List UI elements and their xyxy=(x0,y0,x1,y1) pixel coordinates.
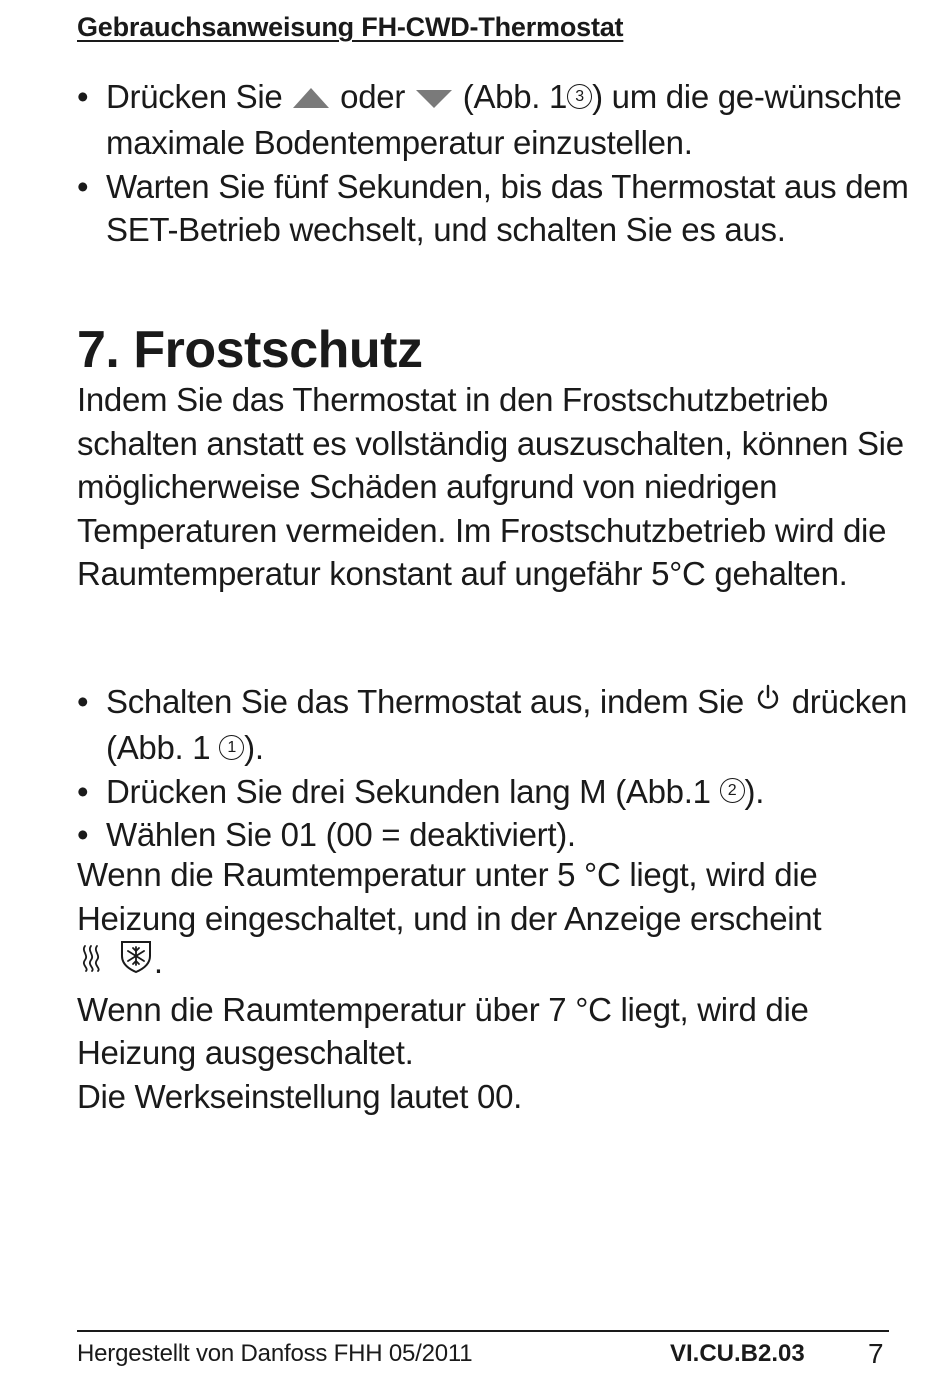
bullet-marker: • xyxy=(77,683,89,720)
bullet-marker: • xyxy=(77,78,89,115)
page-header-title: Gebrauchsanweisung FH-CWD-Thermostat xyxy=(77,12,624,42)
list-item-text: drücken (Abb. 1 xyxy=(106,683,908,767)
list-item-text: Drücken Sie xyxy=(106,78,292,115)
list-item xyxy=(77,75,917,165)
section-outro xyxy=(77,853,917,1118)
list-item-text: ). xyxy=(744,772,765,810)
outro-line-heating-on xyxy=(77,853,917,988)
instruction-list-top xyxy=(77,75,917,252)
triangle-down-icon xyxy=(414,76,454,120)
footer-divider xyxy=(77,1330,889,1332)
list-item-text: Wählen Sie 01 (00 = deaktiviert). xyxy=(106,816,576,854)
list-item xyxy=(77,813,917,857)
list-item-text: Warten Sie fünf Sekunden, bis das Thermostat aus dem SET-Betrieb wechselt, und schalten Sie es aus. xyxy=(106,167,909,249)
list-item-text: ) um die ge-wünschte maximale Bodentemperatur einzustellen. xyxy=(106,78,902,162)
figure-ref-circled: 1 xyxy=(219,735,244,760)
footer-document-code: VI.CU.B2.03 xyxy=(670,1340,805,1367)
outro-line-heating-off: Wenn die Raumtemperatur über 7 °C liegt, wird die Heizung ausgeschaltet. xyxy=(77,990,809,1072)
heat-waves-icon xyxy=(77,940,109,984)
list-item-text: Schalten Sie das Thermostat aus, indem Sie xyxy=(106,683,753,720)
list-item-text: oder xyxy=(331,78,414,115)
outro-text: Wenn die Raumtemperatur unter 5 °C liegt, wird die Heizung eingeschaltet, und in der Anzeige erscheint xyxy=(77,856,822,937)
outro-text: . xyxy=(153,943,163,980)
section-heading: 7. Frostschutz xyxy=(77,321,423,379)
list-item-text: Drücken Sie drei Sekunden lang M (Abb.1 xyxy=(106,772,720,810)
page-number: 7 xyxy=(868,1338,884,1369)
list-item-text: (Abb. 1 xyxy=(453,78,568,115)
outro-line-factory-setting: Die Werkseinstellung lautet 00. xyxy=(77,1077,522,1115)
figure-ref-circled: 2 xyxy=(720,778,745,803)
section-intro-paragraph: Indem Sie das Thermostat in den Frostschutzbetrieb schalten anstatt es vollständig auszuschalten, können Sie möglicherweise Schäden aufgrund von niedrigen Temperaturen vermeiden. Im Frostschutzbetrieb wird die Raumtemperatur konstant auf ungefähr 5°C gehalten. xyxy=(77,381,904,592)
figure-ref-circled: 3 xyxy=(567,84,592,109)
list-item xyxy=(77,165,917,252)
frost-shield-icon xyxy=(118,938,154,985)
list-item xyxy=(77,770,917,814)
bullet-marker: • xyxy=(77,816,89,854)
triangle-up-icon xyxy=(291,76,331,120)
bullet-marker: • xyxy=(77,167,89,205)
footer-manufacturer: Hergestellt von Danfoss FHH 05/2011 xyxy=(77,1340,473,1367)
list-item-text: ). xyxy=(244,729,264,767)
bullet-marker: • xyxy=(77,772,89,810)
instruction-list-bottom xyxy=(77,680,917,857)
power-icon xyxy=(753,680,783,724)
list-item xyxy=(77,680,917,770)
